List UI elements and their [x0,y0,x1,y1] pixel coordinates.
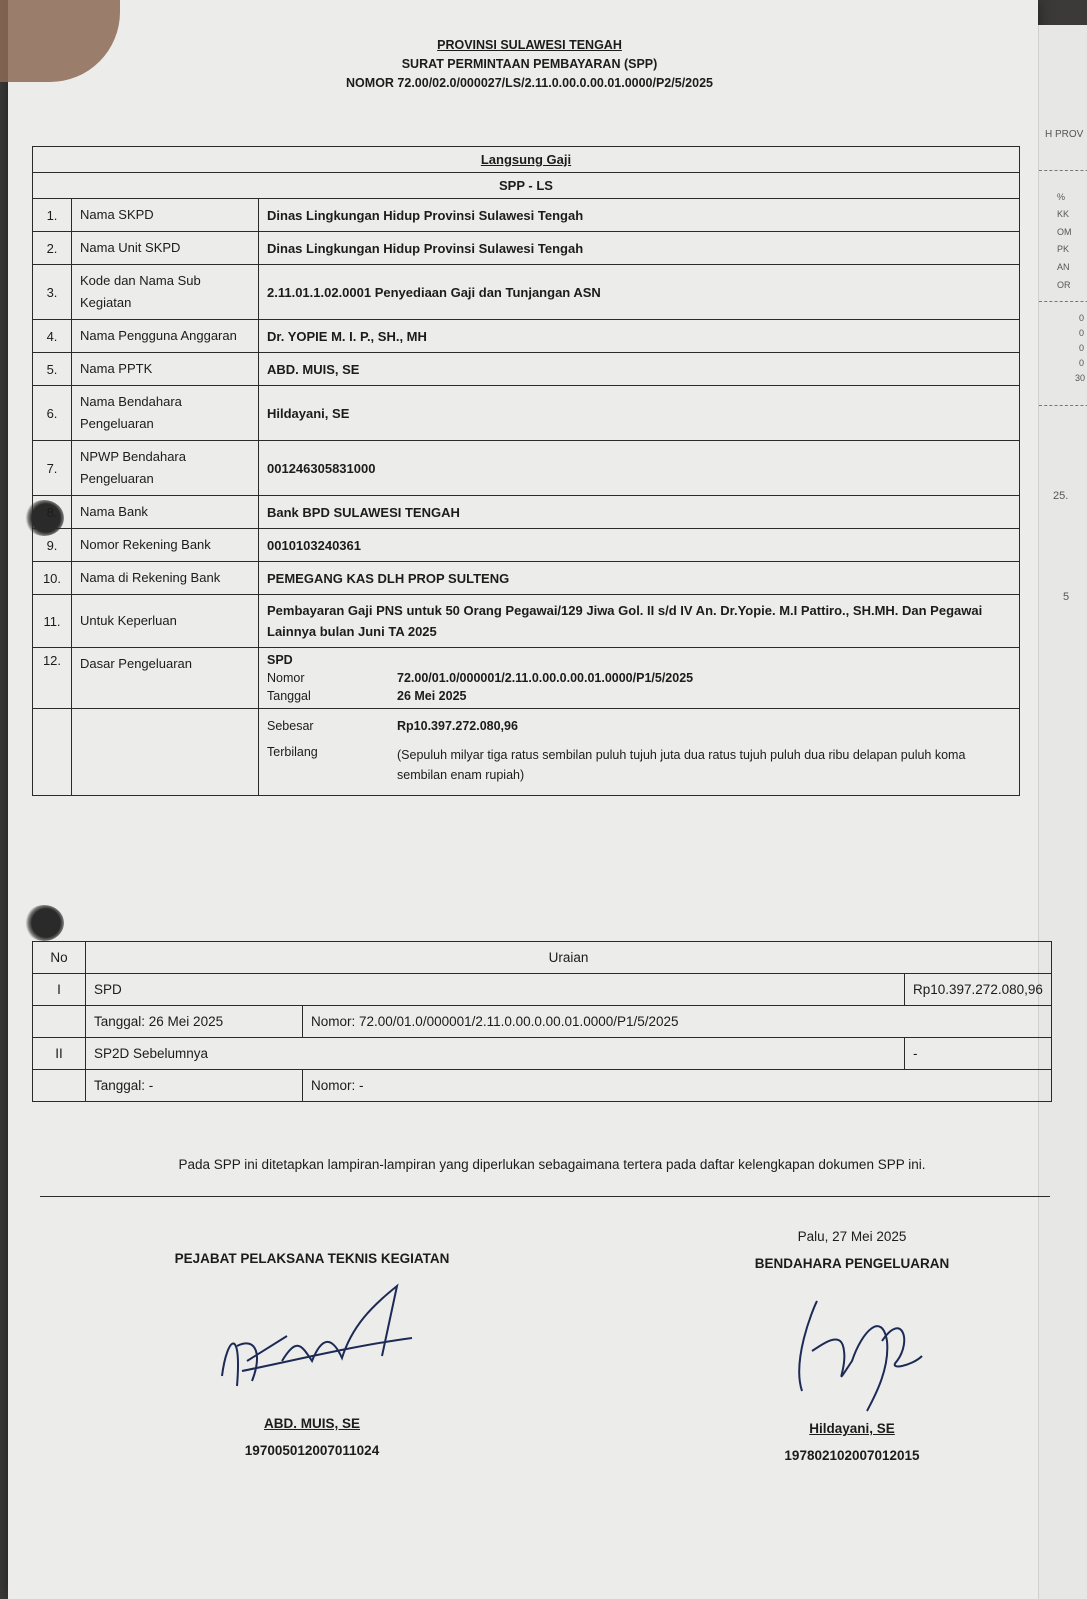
uraian-row-amount: - [905,1038,1052,1070]
row-number: 6. [33,386,72,441]
uraian-table [32,941,1052,1102]
signatory-name: ABD. MUIS, SE [263,1416,360,1431]
punch-hole [24,905,64,941]
row-value: Dinas Lingkungan Hidup Provinsi Sulawesi Tengah [259,232,1020,265]
spd-heading: SPD [267,653,293,667]
row-label: Nama Bank [72,496,259,529]
document-title: SURAT PERMINTAAN PEMBAYARAN (SPP) [401,57,658,71]
uraian-row-title: SP2D Sebelumnya [86,1038,905,1070]
sebesar-value: Rp10.397.272.080,96 [397,719,518,733]
row-number: 3. [33,265,72,320]
back-code: AN [1057,262,1070,272]
terbilang-value: (Sepuluh milyar tiga ratus sembilan puluh tujuh juta dua ratus tujuh puluh dua ribu delapan puluh koma sembilan enam rupiah) [397,748,966,782]
row-number: 5. [33,353,72,386]
spd-nomor-label: Nomor [267,671,305,685]
back-digit: 0 [1079,358,1085,368]
back-digit: 30 [1075,373,1086,383]
back-side-a: 25. [1053,490,1069,502]
table-row [33,648,1020,709]
back-code: PK [1057,244,1070,254]
table-row [33,1038,1052,1070]
spd-nomor-value: 72.00/01.0/000001/2.11.0.00.0.00.01.0000/P1/5/2025 [397,671,694,685]
divider [40,1196,1050,1197]
row-value: 0010103240361 [259,529,1020,562]
table-row [33,709,1020,796]
row-value: Dinas Lingkungan Hidup Provinsi Sulawesi Tengah [259,199,1020,232]
row-label: Nama Bendahara Pengeluaran [72,386,259,441]
row-label: Nama Pengguna Anggaran [72,320,259,353]
back-digit: 0 [1079,328,1085,338]
table-row [33,496,1020,529]
row-value: PEMEGANG KAS DLH PROP SULTENG [259,562,1020,595]
table-row [33,320,1020,353]
row-label: Nama SKPD [72,199,259,232]
table-row [33,595,1020,648]
spd-tanggal-label: Tanggal [267,689,311,703]
row-number: 10. [33,562,72,595]
signatory-nip: 197005012007011024 [244,1443,380,1458]
spp-document [32,36,1047,1463]
spp-type: SPP - LS [33,173,1020,199]
row-number: 12. [33,648,72,709]
row-label: NPWP Bendahara Pengeluaran [72,441,259,496]
signatory-title: PEJABAT PELAKSANA TEKNIS KEGIATAN [174,1251,450,1266]
document-header [12,36,1047,93]
spp-main-table [32,146,1020,796]
uraian-row-title: SPD [86,974,905,1006]
row-label: Nama PPTK [72,353,259,386]
table-row [33,974,1052,1006]
row-label: Nama di Rekening Bank [72,562,259,595]
row-label: Untuk Keperluan [72,595,259,648]
signatory-title: BENDAHARA PENGELUARAN [754,1256,950,1271]
uraian-row-nomor: Nomor: 72.00/01.0/000001/2.11.0.00.0.00.01.0000/P1/5/2025 [303,1006,1052,1038]
uraian-row-date: Tanggal: - [86,1070,303,1102]
table-row [33,529,1020,562]
table-row [33,562,1020,595]
row-value: Pembayaran Gaji PNS untuk 50 Orang Pegawai/129 Jiwa Gol. II s/d IV An. Dr.Yopie. M.I Pattiro., SH.MH. Dan Pegawai Lainnya bulan Juni TA 2025 [259,595,1020,648]
table-row [33,441,1020,496]
uraian-row-date: Tanggal: 26 Mei 2025 [86,1006,303,1038]
row-value: ABD. MUIS, SE [259,353,1020,386]
row-label: Nomor Rekening Bank [72,529,259,562]
row-number: 2. [33,232,72,265]
uraian-row-number: II [33,1038,86,1070]
back-code: % [1057,192,1066,202]
row-number: 4. [33,320,72,353]
row-value: Bank BPD SULAWESI TENGAH [259,496,1020,529]
uraian-row-number: I [33,974,86,1006]
signature-block-left [142,1251,482,1458]
back-code: KK [1057,209,1070,219]
uraian-row-amount: Rp10.397.272.080,96 [905,974,1052,1006]
signatory-nip: 197802102007012015 [784,1448,920,1463]
back-side-b: 5 [1063,591,1070,603]
back-code: OM [1057,227,1072,237]
signature-left [202,1266,422,1416]
row-label: Kode dan Nama Sub Kegiatan [72,265,259,320]
province-title: PROVINSI SULAWESI TENGAH [437,38,622,52]
amount-block [259,709,1020,796]
uraian-header: Uraian [86,942,1052,974]
signature-right [772,1271,932,1421]
table-row [33,232,1020,265]
row-label: Nama Unit SKPD [72,232,259,265]
table-row [33,1006,1052,1038]
row-value: 001246305831000 [259,441,1020,496]
signatory-name: Hildayani, SE [809,1421,895,1436]
table-row [33,265,1020,320]
row-label: Dasar Pengeluaran [72,648,259,709]
back-digit: 0 [1079,313,1085,323]
row-number: 1. [33,199,72,232]
attachment-note: Pada SPP ini ditetapkan lampiran-lampiran yang diperlukan sebagaimana tertera pada daftar kelengkapan dokumen SPP ini. [178,1157,926,1172]
row-value: Hildayani, SE [259,386,1020,441]
uraian-row-nomor: Nomor: - [303,1070,1052,1102]
document-number: NOMOR 72.00/02.0/000027/LS/2.11.0.00.0.00.01.0000/P2/5/2025 [346,76,713,90]
back-digit: 0 [1079,343,1085,353]
payment-type: Langsung Gaji [33,147,1020,173]
back-code: OR [1057,280,1071,290]
spd-basis [259,648,1020,709]
row-value: 2.11.01.1.02.0001 Penyediaan Gaji dan Tunjangan ASN [259,265,1020,320]
table-row [33,199,1020,232]
sebesar-label: Sebesar [267,719,314,733]
back-sheet-fragment: H PROV [1045,129,1084,140]
place-date: Palu, 27 Mei 2025 [797,1229,907,1244]
table-row [33,1070,1052,1102]
uraian-no-header: No [33,942,86,974]
row-number: 11. [33,595,72,648]
terbilang-label: Terbilang [267,745,318,759]
row-number: 8. [33,496,72,529]
row-number: 9. [33,529,72,562]
row-number: 7. [33,441,72,496]
row-value: Dr. YOPIE M. I. P., SH., MH [259,320,1020,353]
signature-block-right [722,1229,982,1463]
spd-tanggal-value: 26 Mei 2025 [397,689,467,703]
back-sheet [1038,25,1087,1599]
table-row [33,386,1020,441]
table-row [33,353,1020,386]
